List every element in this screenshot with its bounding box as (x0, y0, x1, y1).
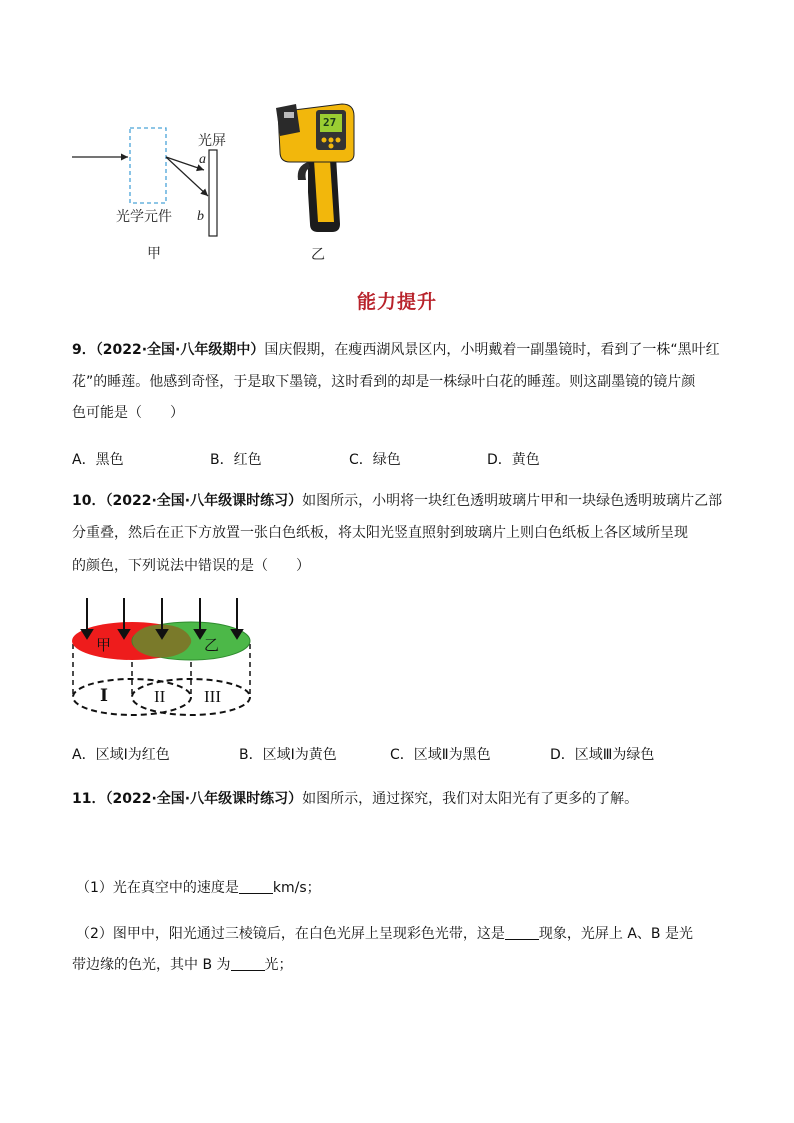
q11-sub2-mid: 现象，光屏上 A、B 是光 (538, 926, 693, 942)
q9-option-a[interactable]: A．黑色 (72, 452, 124, 468)
q11-number: 11． (72, 791, 106, 807)
q10-text-1: 如图所示，小明将一块红色透明玻璃片甲和一块绿色透明玻璃片乙部 (302, 493, 723, 509)
optical-element-box (130, 128, 166, 203)
section-title: 能力提升 (356, 291, 437, 313)
q11-blank-speed[interactable] (239, 879, 273, 894)
element-label: 光学元件 (116, 209, 172, 225)
q10-line1 (72, 491, 722, 511)
q9-line3: 色可能是（ ） (72, 405, 184, 421)
region-1-label: I (100, 686, 108, 706)
q9-option-d[interactable]: D．黄色 (487, 452, 540, 468)
q9-text-1: 国庆假期，在瘦西湖风景区内，小明戴着一副墨镜时，看到了一株“黑叶红 (264, 342, 720, 358)
q9-number: 9． (72, 342, 96, 358)
region-2-label: II (154, 687, 166, 706)
q11-sub2-line2 (72, 955, 293, 975)
q10-option-b[interactable]: B．区域Ⅰ为黄色 (239, 747, 337, 763)
q11-text-1: 如图所示，通过探究，我们对太阳光有了更多的了解。 (302, 791, 639, 807)
q9-line2: 花”的睡莲。他感到奇怪，于是取下墨镜，这时看到的却是一株绿叶白花的睡莲。则这副墨镜的镜片颜 (72, 374, 696, 390)
q11-source: （2022·全国·八年级课时练习） (105, 791, 303, 807)
q10-line3: 的颜色，下列说法中错误的是（ ） (72, 558, 310, 574)
infrared-thermometer-icon (270, 96, 370, 236)
caption-yi: 乙 (311, 247, 325, 263)
q11-sub2-line1 (76, 924, 693, 944)
q11-sub1-text: （1）光在真空中的速度是 (76, 880, 239, 896)
q10-number: 10． (72, 493, 106, 509)
q11-sub2-line2-text: 带边缘的色光，其中 B 为 (72, 957, 231, 973)
q9-option-b[interactable]: B．红色 (210, 452, 262, 468)
region-3-label: III (204, 687, 221, 706)
light-screen (209, 150, 217, 236)
thermometer-display-value: 27 (323, 116, 337, 129)
q10-source: （2022·全国·八年级课时练习） (105, 493, 303, 509)
q10-option-d[interactable]: D．区域Ⅲ为绿色 (550, 747, 655, 763)
q11-sub1 (76, 878, 321, 898)
glass-yi-label: 乙 (204, 636, 220, 654)
q11-line1 (72, 789, 638, 809)
colored-glass-diagram (66, 596, 266, 724)
q9-line1 (72, 340, 720, 360)
q9-source: （2022·全国·八年级期中） (95, 342, 265, 358)
point-b-label: b (197, 209, 204, 224)
q10-option-a[interactable]: A．区域Ⅰ为红色 (72, 747, 170, 763)
q10-figure (66, 596, 266, 724)
q11-sub2-line2-end: 光； (264, 957, 293, 973)
q10-line2: 分重叠，然后在正下方放置一张白色纸板，将太阳光竖直照射到玻璃片上则白色纸板上各区域所呈现 (72, 525, 688, 541)
q11-blank-phenomenon[interactable] (505, 925, 539, 940)
figure-jia (60, 118, 260, 268)
q11-blank-color[interactable] (231, 956, 265, 971)
q11-sub1-unit: km/s； (272, 880, 321, 896)
q9-option-c[interactable]: C．绿色 (349, 452, 401, 468)
q10-option-c[interactable]: C．区域Ⅱ为黑色 (390, 747, 491, 763)
screen-label: 光屏 (198, 133, 226, 149)
figure-yi (270, 96, 370, 266)
glass-jia-label: 甲 (96, 636, 112, 654)
caption-jia: 甲 (147, 246, 161, 262)
point-a-label: a (199, 152, 206, 167)
q11-sub2-text: （2）图甲中，阳光通过三棱镜后，在白色光屏上呈现彩色光带，这是 (76, 926, 505, 942)
